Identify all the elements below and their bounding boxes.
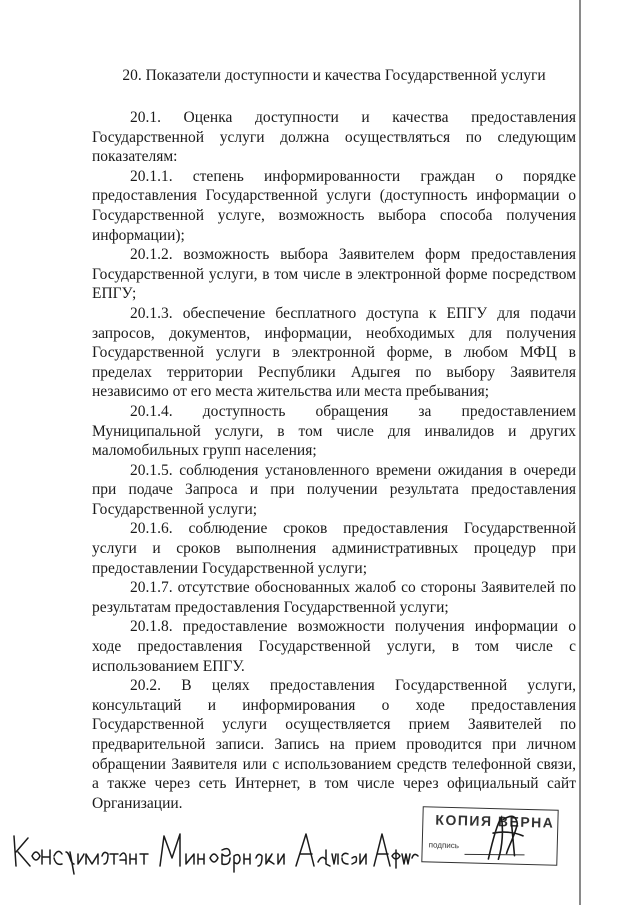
paragraph-20-1-1: 20.1.1. степень информированности граждан о порядке предоставления Государственной услуги (доступность информации о Государственной услуге, возможность выбора способа получения информации); — [92, 167, 576, 244]
handwritten-signature — [10, 826, 420, 876]
paragraph-20-1-8: 20.1.8. предоставление возможности получения информации о ходе предоставления Государственной услуги, в том числе с использованием ЕПГУ. — [92, 618, 576, 675]
copy-certified-stamp — [421, 806, 558, 866]
paragraph-20-2: 20.2. В целях предоставления Государственной услуги, консультаций и информирования о ходе предоставления Государственной услуги осуществляется прием Заявителей по предварительной записи. Запись на прием проводится при личном обращении Заявителя или с использованием средств телефонной связи, а также через сеть Интернет, в том числе через официальный сайт Организации. — [92, 677, 576, 812]
paragraph-20-1-4: 20.1.4. доступность обращения за предоставлением Муниципальной услуги, в том числе для инвалидов и других маломобильных групп населения; — [92, 402, 576, 460]
paragraph-20-1: 20.1. Оценка доступности и качества предоставления Государственной услуги должна осуществляться по следующим показателям: — [92, 109, 576, 166]
document-body — [92, 108, 576, 813]
paragraph-20-1-5: 20.1.5. соблюдения установленного времени ожидания в очереди при подаче Запроса и при получении результата предоставления Государственной услуги; — [92, 461, 576, 518]
stamp-signature-scribble — [422, 807, 557, 864]
paragraph-20-1-6: 20.1.6. соблюдение сроков предоставления Государственной услуги и сроков выполнения административных процедур при предоставлении Государственной услуги; — [92, 520, 576, 577]
paragraph-20-1-3: 20.1.3. обеспечение бесплатного доступа к ЕПГУ для подачи запросов, документов, информации, необходимых для получения Государственной услуги в электронной форме, в любом МФЦ в пределах территории Республики Адыгея по выбору Заявителя независимо от его места жительства или места пребывания; — [92, 304, 576, 401]
stamp-signature-label: подпись — [428, 840, 460, 851]
stamp-title: КОПИЯ ВЕРНА — [435, 811, 555, 831]
paragraph-20-1-7: 20.1.7. отсутствие обоснованных жалоб со стороны Заявителей по результатам предоставления Государственной услуги; — [92, 579, 576, 616]
section-title: 20. Показатели доступности и качества Государственной услуги — [122, 67, 546, 84]
page-edge-line — [579, 0, 581, 905]
paragraph-20-1-2: 20.1.2. возможность выбора Заявителем форм предоставления Государственной услуги, в том числе в электронной форме посредством ЕПГУ; — [92, 246, 576, 303]
